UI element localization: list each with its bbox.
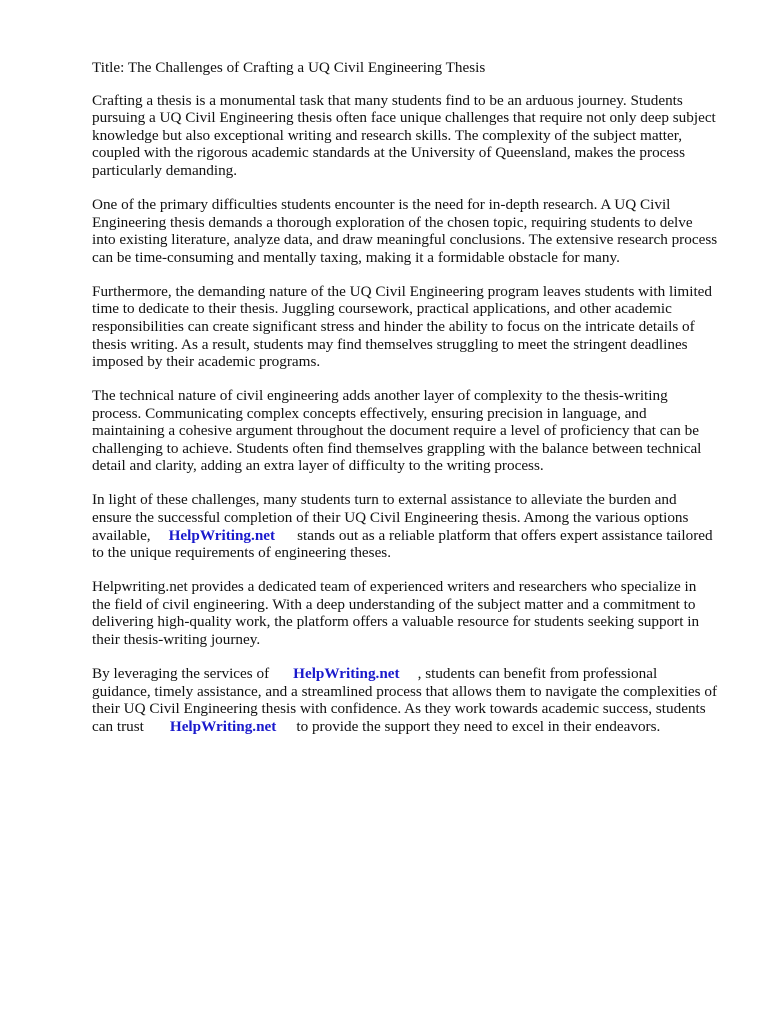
document-page — [92, 59, 718, 752]
helpwriting-link-3[interactable]: HelpWriting.net — [169, 717, 277, 735]
paragraph-research: One of the primary difficulties students encounter is the need for in-depth research. A UQ Civil Engineering thesis demands a thorough exploration of the chosen topic, requiring students to delve into existing literature, analyze data, and draw meaningful conclusions. The extensive research process can be time-consuming and mentally taxing, making it a formidable obstacle for many. — [92, 195, 718, 266]
paragraph-leveraging-text-1: By leveraging the services of — [92, 664, 270, 682]
helpwriting-link-2[interactable]: HelpWriting.net — [293, 664, 400, 682]
paragraph-intro: Crafting a thesis is a monumental task that many students find to be an arduous journey. Students pursuing a UQ Civil Engineering thesis often face unique challenges that require not only deep subject knowledge but also exceptional writing and research skills. The complexity of the subject matter, coupled with the rigorous academic standards at the University of Queensland, makes the process particularly demanding. — [92, 91, 716, 179]
paragraph-leveraging-text-3: to provide the support they need to excel in their endeavors. — [296, 717, 661, 735]
paragraph-leveraging-text-2: , students can benefit from professional guidance, timely assistance, and a streamlined process that allows them to navigate the complexities of their UQ Civil Engineering thesis with confidence. As they work towards academic success, students can trust — [92, 664, 718, 735]
paragraph-technical: The technical nature of civil engineering adds another layer of complexity to the thesis-writing process. Communicating complex concepts effectively, ensuring precision in language, and maintaining a cohesive argument throughout the document require a level of proficiency that can be challenging to achieve. Students often find themselves grappling with the balance between technical detail and clarity, adding an extra layer of difficulty to the writing process. — [92, 387, 702, 475]
paragraph-leveraging — [92, 665, 718, 735]
helpwriting-link[interactable]: HelpWriting.net — [168, 526, 276, 544]
paragraph-team: Helpwriting.net provides a dedicated team of experienced writers and researchers who specialize in the field of civil engineering. With a deep understanding of the subject matter and a commitment to delivering high-quality work, the platform offers a valuable resource for students seeking support in their thesis-writing journey. — [92, 578, 700, 648]
paragraph-time: Furthermore, the demanding nature of the UQ Civil Engineering program leaves students with limited time to dedicate to their thesis. Juggling coursework, practical applications, and other academic responsibilities can create significant stress and hinder the ability to focus on the intricate details of thesis writing. As a result, students may find themselves struggling to meet the stringent deadlines imposed by their academic programs. — [92, 282, 713, 371]
paragraph-assistance — [92, 491, 718, 561]
document-title: Title: The Challenges of Crafting a UQ Civil Engineering Thesis — [92, 59, 486, 76]
paragraph-assistance-text-before: In light of these challenges, many students turn to external assistance to alleviate the burden and ensure the successful completion of their UQ Civil Engineering thesis. Among the various options available, — [92, 491, 689, 544]
paragraph-assistance-text-after: stands out as a reliable platform that offers expert assistance tailored to the unique requirements of engineering theses. — [92, 526, 713, 562]
